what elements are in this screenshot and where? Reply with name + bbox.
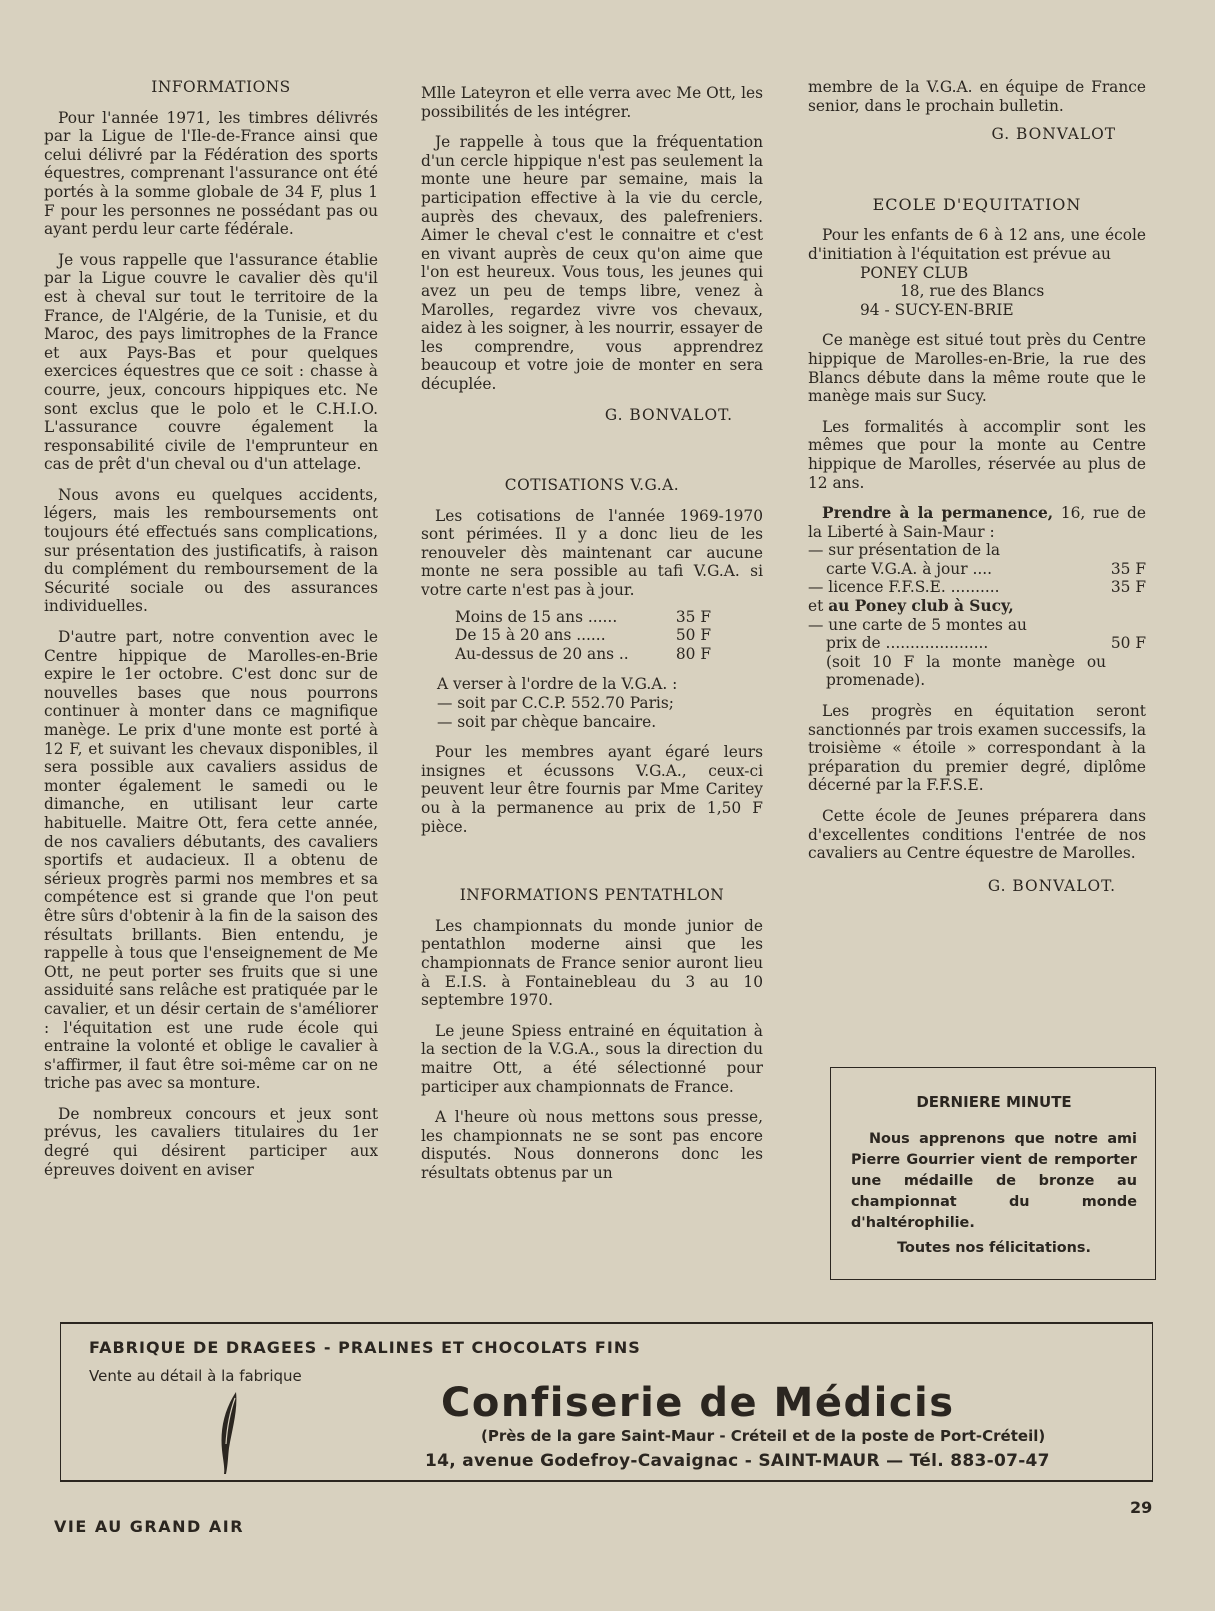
fee-price: 50 F [675, 626, 711, 645]
informations-heading: INFORMATIONS [151, 78, 291, 96]
advertisement [60, 1322, 1153, 1482]
paragraph: Je rappelle à tous que la fréquentation d'un cercle hippique n'est pas seulement la monte une heure par semaine, mais la participation effective à la vie du cercle, auprès des chevaux, des palefreniers. Aimer le cheval c'est le connaitre et c'est en vivant auprès de ceux qu'on aime que l'on est heureux. Vous tous, les jeunes qui avez un peu de temps libre, venez à Marolles, regardez vivre vos chevaux, aidez à les soigner, à les nourrir, essayer de les comprendre, vous apprendrez beaucoup et votre joie de monter en sera décuplée. [421, 133, 763, 393]
address-line: 94 - SUCY-EN-BRIE [860, 300, 1014, 319]
signature: G. BONVALOT. [604, 405, 733, 424]
paragraph: Pour l'année 1971, les timbres délivrés par la Ligue de l'Ile-de-France ainsi que celui délivré par la Fédération des sports équestres, comprenant l'assurance ont été portés à la somme globale de 34 F, plus 1 F pour les personnes ne possédant pas ou ayant perdu leur carte fédérale. [44, 108, 378, 239]
paragraph: Cette école de Jeunes préparera dans d'excellentes conditions l'entrée de nos cavaliers au Centre équestre de Marolles. [808, 807, 1146, 863]
list-item-note: (soit 10 F la monte manège ou promenade). [826, 652, 1106, 690]
fee-label: Moins de 15 ans ...... [455, 607, 618, 626]
paragraph: Je vous rappelle que l'assurance établie par la Ligue couvre le cavalier dès qu'il est à cheval sur tout le territoire de la France, de l'Algérie, de la Tunisie, et du Maroc, des pays limitrophes de la France et aux Pays-Bas et pour quelques exercices équestres que ce soit : chasse à courre, jeux, concours hippiques etc. Ne sont exclus que le polo et le C.H.I.O. L'assurance couvre également la responsabilité civile de l'emprunteur en cas de prêt d'un cheval ou d'un attelage. [44, 250, 378, 474]
list-item: — sur présentation de la [808, 541, 1001, 560]
address-line: PONEY CLUB [860, 263, 969, 282]
permanence-bold: Prendre à la permanence, [822, 504, 1054, 523]
permanence-paragraph [808, 504, 1146, 541]
price-row [808, 560, 1146, 579]
column-3 [808, 78, 1146, 895]
paragraph: D'autre part, notre convention avec le Centre hippique de Marolles-en-Brie expire le 1er octobre. C'est donc sur de nouvelles bases que nous pourrons continuer à monter dans ce magnifique manège. Le prix d'une monte est porté à 12 F, et suivant les chevaux disponibles, il sera possible aux cavaliers assidus de monter également le samedi ou le dimanche, en utilisant leur carte habituelle. Maitre Ott, fera cette année, de nos cavaliers débutants, des cavaliers sportifs et audacieux. Il a obtenu de sérieux progrès parmi nos membres et sa compétence est si grande que l'on peut être sûrs d'obtenir à la fin de la saison des résultats brillants. Bien entendu, je rappelle à tous que l'enseignement de Me Ott, ne peut porter ses fruits que si une assiduité sans relâche est pratiquée par le cavalier, et un désir certain de s'améliorer : l'équitation est une rude école qui entraine la volonté et oblige le cavalier à s'affirmer, il faut être soi-même car on ne triche pas avec sa monture. [44, 628, 378, 1093]
price-label: — licence F.F.S.E. .......... [808, 578, 1000, 597]
address-line: 18, rue des Blancs [900, 282, 1045, 301]
payment-option: — soit par chèque bancaire. [437, 712, 657, 731]
fee-label: Au-dessus de 20 ans .. [455, 644, 629, 663]
paragraph: Pour les membres ayant égaré leurs insignes et écussons V.G.A., ceux-ci peuvent leur être fournis par Mme Caritey ou à la permanence au prix de 1,50 F pièce. [421, 743, 763, 836]
box-title: DERNIERE MINUTE [916, 1093, 1072, 1111]
price-value: 50 F [1110, 634, 1146, 653]
box-footer: Toutes nos félicitations. [897, 1240, 1091, 1256]
paragraph: Les championnats du monde junior de pentathlon moderne ainsi que les championnats de France senior auront lieu à E.I.S. à Fontainebleau du 3 au 10 septembre 1970. [421, 916, 763, 1010]
signature: G. BONVALOT. [987, 876, 1116, 895]
price-row [808, 634, 1146, 653]
feather-icon [216, 1390, 246, 1476]
paragraph: A verser à l'ordre de la V.G.A. : [437, 675, 678, 694]
paragraph: Ce manège est situé tout près du Centre hippique de Marolles-en-Brie, la rue des Blancs débute dans la même route que le manège mais sur Sucy. [808, 331, 1146, 406]
price-value: 35 F [1110, 578, 1146, 597]
poney-line [808, 597, 1146, 616]
et-text: et [808, 597, 824, 616]
fee-label: De 15 à 20 ans ...... [455, 626, 606, 645]
box-text: Nous apprenons que notre ami Pierre Gourrier vient de remporter une médaille de bronze au championnat du monde d'haltérophilie. [851, 1131, 1137, 1231]
ad-tagline: FABRIQUE DE DRAGEES - PRALINES ET CHOCOLATS FINS [89, 1338, 641, 1357]
paragraph: Mlle Lateyron et elle verra avec Me Ott, les possibilités de les intégrer. [421, 84, 763, 121]
paragraph: Pour les enfants de 6 à 12 ans, une école d'initiation à l'équitation est prévue au [808, 226, 1146, 263]
fee-row [455, 626, 711, 645]
ecole-heading: ECOLE D'EQUITATION [872, 194, 1082, 214]
page-number: 29 [1130, 1498, 1153, 1517]
paragraph: De nombreux concours et jeux sont prévus, les cavaliers titulaires du 1er degré qui désirent participer aux épreuves doivent en aviser [44, 1104, 378, 1179]
paragraph: Le jeune Spiess entrainé en équitation à la section de la V.G.A., sous la direction du maitre Ott, a été sélectionné pour participer aux championnats de France. [421, 1021, 763, 1096]
ad-location-note: (Près de la gare Saint-Maur - Créteil et de la poste de Port-Créteil) [481, 1427, 1046, 1445]
price-label: prix de ..................... [826, 634, 989, 653]
paragraph: Nous avons eu quelques accidents, légers, mais les remboursements ont toujours été effectués sans complications, sur présentation des justificatifs, à raison du complément du remboursement de la Sécurité sociale ou des assurances individuelles. [44, 485, 378, 616]
magazine-name: VIE AU GRAND AIR [54, 1517, 245, 1536]
derniere-minute-box [830, 1067, 1156, 1280]
permanence-text: 16, rue de la Liberté à Sain-Maur : [808, 504, 1146, 541]
price-value: 35 F [1110, 559, 1146, 578]
paragraph: Les cotisations de l'année 1969-1970 sont périmées. Il y a donc lieu de les renouveler dès maintenant car aucune monte ne sera possible au tafi V.G.A. si votre carte n'est pas à jour. [421, 506, 763, 600]
fee-price: 80 F [675, 644, 711, 663]
fee-row [455, 608, 711, 627]
paragraph: Les formalités à accomplir sont les mêmes que pour la monte au Centre hippique de Marolles, réservée au plus de 12 ans. [808, 417, 1146, 492]
poney-bold: au Poney club à Sucy, [828, 597, 1014, 616]
fee-price: 35 F [675, 607, 711, 626]
column-2 [421, 84, 763, 1183]
list-item: — une carte de 5 montes au [808, 615, 1027, 634]
payment-option: — soit par C.C.P. 552.70 Paris; [437, 694, 674, 713]
paragraph: membre de la V.G.A. en équipe de France senior, dans le prochain bulletin. [808, 78, 1146, 115]
signature: G. BONVALOT [991, 125, 1116, 144]
ad-address: 14, avenue Godefroy-Cavaignac - SAINT-MAUR — Tél. 883-07-47 [425, 1451, 1050, 1471]
fee-row [455, 645, 711, 664]
price-label: carte V.G.A. à jour .... [826, 559, 993, 578]
column-1 [44, 78, 378, 1179]
paragraph: Les progrès en équitation seront sanctionnés par trois examen successifs, la troisième « étoile » correspondant à la préparation du premier degré, diplôme décerné par la F.F.S.E. [808, 702, 1146, 795]
ad-subtitle: Vente au détail à la fabrique [89, 1367, 302, 1385]
paragraph: A l'heure où nous mettons sous presse, les championnats ne se sont pas encore disputés. Nous donnerons donc les résultats obtenus par un [421, 1108, 763, 1182]
price-row [808, 578, 1146, 597]
cotisations-heading: COTISATIONS V.G.A. [504, 476, 680, 495]
pentathlon-heading: INFORMATIONS PENTATHLON [459, 886, 725, 905]
ad-company-name: Confiserie de Médicis [441, 1380, 955, 1426]
fee-table [421, 608, 763, 664]
